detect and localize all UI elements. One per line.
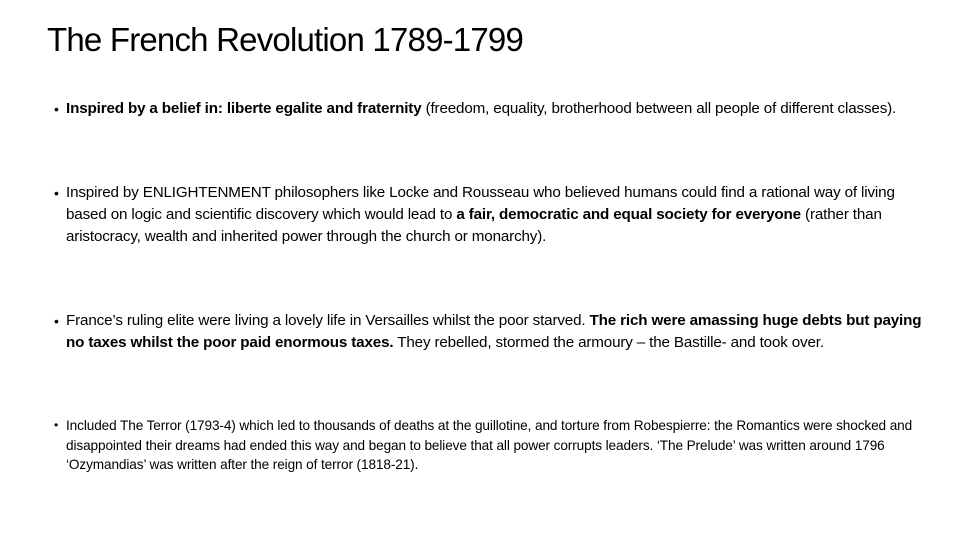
bullet-text xyxy=(66,98,933,120)
bullet-text-plain: They rebelled, stormed the armoury – the Bastille- and took over. xyxy=(393,334,824,351)
bullet-marker: • xyxy=(54,313,59,329)
bullet-text-plain: Included The Terror (1793-4) which led to thousands of deaths at the guillotine, and torture from Robespierre: the Romantics were shocked and disappointed their dreams had ended this way and began to believe that all power corrupts leaders. ‘The Prelude’ was written around 1796 ‘Ozymandias’ was written after the reign of terror (1818-21). xyxy=(66,418,913,472)
bullet-item-3 xyxy=(47,310,933,354)
bullet-marker: • xyxy=(54,418,59,432)
bullet-marker: • xyxy=(54,101,59,117)
bullet-item-4 xyxy=(47,416,933,475)
bullet-text-plain: France’s ruling elite were living a lovely life in Versailles whilst the poor starved. xyxy=(66,312,590,329)
bullet-text-plain: Inspired by ENLIGHTENMENT philosophers like Locke and Rousseau who believed humans could find a rational way of living based on logic and scientific discovery which would lead to xyxy=(66,184,895,223)
bullet-item-1 xyxy=(47,98,933,120)
bullet-text xyxy=(66,310,933,354)
bullet-text-plain: (rather than aristocracy, wealth and inherited power through the church or monarchy). xyxy=(66,206,882,245)
bullet-marker: • xyxy=(54,185,59,201)
bullet-text-plain: (freedom, equality, brotherhood between all people of different classes). xyxy=(421,100,897,117)
slide-title: The French Revolution 1789-1799 xyxy=(47,21,524,58)
bullet-text-bold: The rich were amassing huge debts but paying no taxes whilst the poor paid enormous taxes. xyxy=(66,312,922,351)
bullet-text xyxy=(66,182,933,248)
bullet-text xyxy=(66,416,933,475)
bullet-item-2 xyxy=(47,182,933,248)
bullet-text-bold: Inspired by a belief in: liberte egalite and fraternity xyxy=(66,100,422,117)
bullet-text-bold: a fair, democratic and equal society for everyone xyxy=(456,206,801,223)
